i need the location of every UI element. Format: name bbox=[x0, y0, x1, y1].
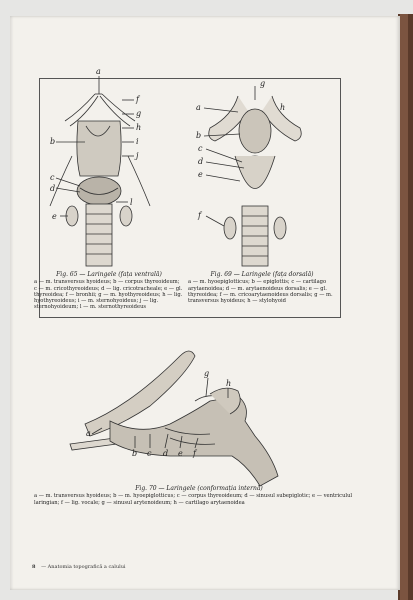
fig69-drawing bbox=[204, 86, 301, 266]
fig69-caption bbox=[188, 272, 336, 304]
svg-text:d: d bbox=[198, 157, 204, 166]
svg-text:l: l bbox=[130, 198, 133, 207]
fig70-caption-title: Fig. 70 — Laringele (conformația internă) bbox=[135, 485, 263, 492]
fig65-drawing bbox=[50, 76, 150, 266]
fig65-caption-legend: a — m. transversus hyoideus; b — corpus thyreoideum; c — m. cricothyreoideus; d — lig. cricotracheale; e — gl. thyreoidea; f — bronhii; g — m. hyothyreoideus; h — lig. hyothyreoideus; i — m. sternohyoideus; j — lig. sternohyoideum; l — m. sternothyreoideus bbox=[34, 279, 183, 311]
fig69-caption-title: Fig. 69 — Laringele (fața dorsală) bbox=[210, 271, 314, 278]
svg-text:i: i bbox=[136, 137, 139, 146]
fig65-caption bbox=[34, 272, 184, 311]
page-footer bbox=[32, 564, 126, 570]
svg-text:g: g bbox=[260, 79, 266, 88]
fig70-caption bbox=[34, 486, 364, 506]
svg-text:j: j bbox=[136, 151, 139, 160]
page-number: 8 bbox=[32, 564, 36, 570]
svg-text:d: d bbox=[50, 184, 56, 193]
svg-text:e: e bbox=[52, 212, 57, 221]
fig70-drawing bbox=[70, 351, 278, 486]
svg-text:g: g bbox=[136, 109, 142, 118]
svg-text:h: h bbox=[226, 379, 232, 388]
svg-text:c: c bbox=[50, 173, 55, 182]
fig65-caption-title: Fig. 65 — Laringele (fața ventrală) bbox=[56, 271, 162, 278]
svg-text:a: a bbox=[196, 103, 201, 112]
fig69-caption-legend: a — m. hyoepiglotticus; b — epiglottis; c — cartilago arytaenoidea; d — m. arytaenoideus dorsalis; e — gl. thyreoidea; f — m. cricoarytaenoideus dorsalis; g — m. transversus hyoideus; h — stylohyoid bbox=[188, 279, 333, 305]
book-page bbox=[10, 16, 400, 590]
svg-text:f: f bbox=[136, 95, 139, 104]
svg-text:a: a bbox=[86, 429, 91, 438]
svg-text:d: d bbox=[163, 449, 169, 458]
svg-text:h: h bbox=[280, 103, 286, 112]
svg-text:a: a bbox=[96, 67, 101, 76]
svg-text:e: e bbox=[198, 170, 203, 179]
svg-text:g: g bbox=[204, 369, 210, 378]
book-cover-spine bbox=[400, 14, 408, 600]
svg-text:c: c bbox=[198, 144, 203, 153]
svg-text:f: f bbox=[193, 449, 196, 458]
svg-text:h: h bbox=[136, 123, 142, 132]
svg-text:f: f bbox=[198, 211, 201, 220]
svg-text:b: b bbox=[132, 449, 138, 458]
svg-text:b: b bbox=[196, 131, 202, 140]
svg-text:b: b bbox=[50, 137, 56, 146]
running-footer: — Anatomia topografică a calului bbox=[41, 564, 126, 570]
svg-text:c: c bbox=[147, 449, 152, 458]
fig70-caption-legend: a — m. transversus hyoideus; b — m. hyoepiglotticus; c — corpus thyreoideum; d — sinusul subepiglotic; e — ventriculul laringian; f — lig. vocale; g — sinusul arytenoideum; h — cartilago arytaenoidea bbox=[34, 493, 353, 506]
svg-text:e: e bbox=[178, 449, 183, 458]
